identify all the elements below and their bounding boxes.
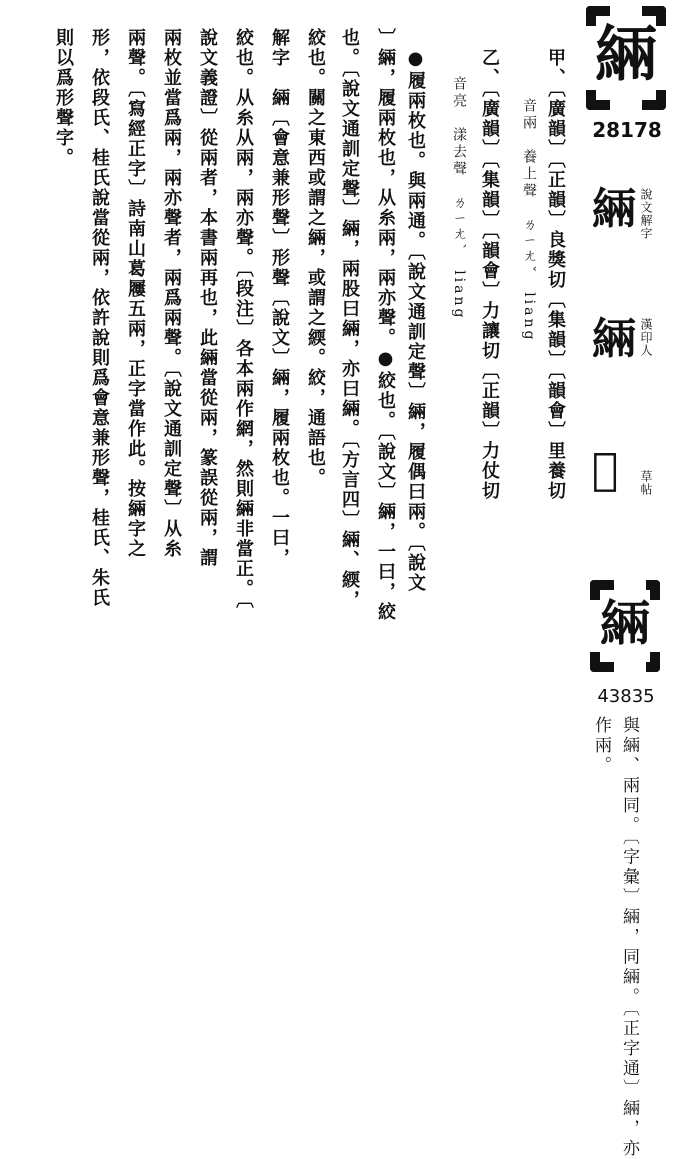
text-column: 也。〔說文通訓定聲〕緉，兩股曰緉，亦曰緉。〔方言四〕緉、緛， xyxy=(339,28,360,610)
form-label-1: 說文解字 xyxy=(639,188,653,240)
text-column: 形，依段氏、桂氏說當從兩，依許說則爲會意兼形聲，桂氏、朱氏 xyxy=(89,28,110,608)
form-glyph-1: 緉 xyxy=(592,184,636,235)
text-column: 兩聲。〔寫經正字〕詩南山葛屨五兩，正字當作此。按緉字之 xyxy=(125,28,146,559)
text-column: 甲、〔廣韻〕〔正韻〕良獎切〔集韻〕〔韻會〕里養切 xyxy=(545,48,566,501)
entry-number: 28178 xyxy=(592,118,662,142)
bracket-bottom xyxy=(586,90,666,110)
text-column: 〕緉，履兩枚也，从糸兩，兩亦聲。●絞也。〔說文〕緉，一曰，絞 xyxy=(375,28,396,622)
text-column-2: 作兩。 xyxy=(591,716,611,776)
text-column: 絞也。關之東西或謂之緉，或謂之緛。絞，通語也。 xyxy=(305,28,326,488)
text-column: 絞也。从糸从兩，兩亦聲。〔段注〕各本兩作網，然則緉非當正。〔 xyxy=(233,28,254,610)
headword-char: 緉 xyxy=(594,18,657,91)
headword-char-2: 緉 xyxy=(600,594,650,653)
text-column: 解字 緉〔會意兼形聲〕形聲〔說文〕緉，履兩枚也。一曰， xyxy=(269,28,290,568)
text-column: 則以爲形聲字。 xyxy=(53,28,74,168)
text-column: 乙、〔廣韻〕〔集韻〕〔韻會〕力讓切〔正韻〕力仗切 xyxy=(479,48,500,501)
text-column: 兩枚並當爲兩，兩亦聲者，兩爲兩聲。〔說文通訓定聲〕从糸 xyxy=(161,28,182,559)
text-column: 音兩 養上聲 ㄌㄧㄤˇ liang xyxy=(521,98,537,343)
headword-box xyxy=(586,6,666,110)
headword-box-2 xyxy=(590,580,660,672)
text-column-2: 與緉、兩同。〔字彙〕緉，同緉。〔正字通〕緉，亦 xyxy=(619,716,639,1159)
form-glyph-2: 緉 xyxy=(592,314,636,365)
form-label-2: 漢印人 xyxy=(639,318,653,357)
form-label-3: 草帖 xyxy=(639,470,653,496)
form-glyph-3: 𦁚 xyxy=(592,444,619,495)
entry-number-2: 43835 xyxy=(597,686,655,707)
text-column: 說文義證〕從兩者，本書兩再也，此緉當從兩，篆誤從兩，謂 xyxy=(197,28,218,568)
bracket-bottom xyxy=(590,652,660,672)
text-column: 音亮 漾去聲 ㄌㄧㄤˋ liang xyxy=(451,76,467,321)
text-column: ●履兩枚也。與兩通。〔說文通訓定聲〕緉，履偶曰兩。〔說文 xyxy=(405,48,426,593)
